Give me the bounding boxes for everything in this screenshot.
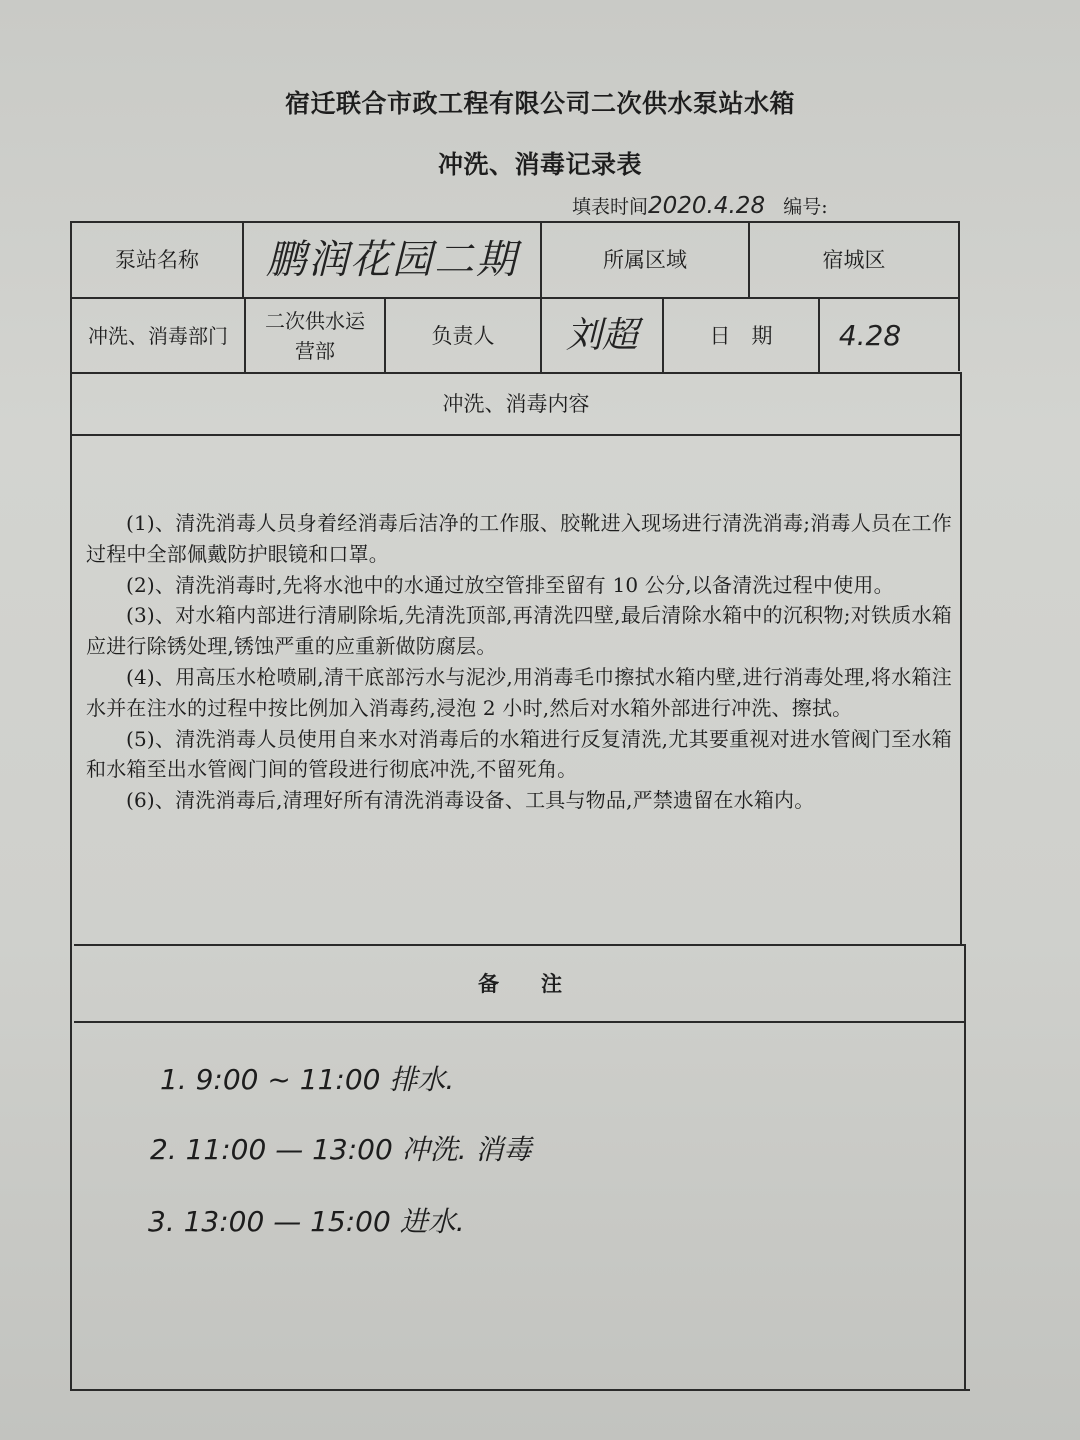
table-row-divider <box>74 1021 966 1023</box>
remark-item: 1. 9:00 ~ 11:00 排水. <box>160 1063 455 1096</box>
person-value: 刘超 <box>565 314 638 356</box>
date-value: 4.28 <box>838 318 902 352</box>
table-border-right <box>960 372 962 946</box>
person-label: 负责人 <box>431 323 495 348</box>
content-item: (4)、用高压水枪喷刷,清干底部污水与泥沙,用消毒毛巾擦拭水箱内壁,进行消毒处理,将水箱注水并在注水的过程中按比例加入消毒药,浸泡 2 小时,然后对水箱外部进行冲洗、擦拭。 <box>86 664 952 720</box>
content-item: (5)、清洗消毒人员使用自来水对消毒后的水箱进行反复清洗,尤其要重视对进水管阀门至水箱和水箱至出水管阀门间的管段进行彻底冲洗,不留死角。 <box>86 726 952 782</box>
department-value-line2: 营部 <box>295 338 335 363</box>
table-border-right <box>964 944 966 1391</box>
content-item: (3)、对水箱内部进行清刷除垢,先清洗顶部,再清洗四壁,最后清除水箱中的沉积物;对铁质水箱应进行除锈处理,锈蚀严重的应重新做防腐层。 <box>86 603 952 659</box>
content-item: (6)、清洗消毒后,清理好所有清洗消毒设备、工具与物品,严禁遗留在水箱内。 <box>126 788 815 813</box>
department-label: 冲洗、消毒部门 <box>88 323 228 348</box>
department-value <box>246 299 384 372</box>
document-title: 宿迁联合市政工程有限公司二次供水泵站水箱 <box>284 89 795 118</box>
station-name-value: 鹏润花园二期 <box>266 237 518 283</box>
fill-time-value: 2020.4.28 <box>648 193 766 219</box>
remark-item: 2. 11:00 — 13:00 冲洗. 消毒 <box>150 1133 532 1166</box>
date-label: 日 期 <box>709 323 773 348</box>
table-border-bottom <box>72 1389 970 1391</box>
number-label: 编号: <box>783 196 828 218</box>
remark-item: 3. 13:00 — 15:00 进水. <box>148 1205 465 1238</box>
station-name-label: 泵站名称 <box>115 248 199 272</box>
document-subtitle: 冲洗、消毒记录表 <box>437 150 642 179</box>
content-item: (2)、清洗消毒时,先将水池中的水通过放空管排至留有 10 公分,以备清洗过程中使用。 <box>126 572 894 597</box>
content-body <box>86 508 952 816</box>
region-value: 宿城区 <box>822 248 886 272</box>
department-value-line1: 二次供水运 <box>265 308 365 333</box>
table-border-right <box>958 221 960 371</box>
fill-time-line <box>572 192 828 219</box>
remarks-header: 备 注 <box>478 970 562 996</box>
region-label: 所属区域 <box>603 248 687 272</box>
table-row-divider <box>72 434 962 436</box>
content-header: 冲洗、消毒内容 <box>442 392 590 416</box>
content-item: (1)、清洗消毒人员身着经消毒后洁净的工作服、胶靴进入现场进行清洗消毒;消毒人员在工作过程中全部佩戴防护眼镜和口罩。 <box>86 511 952 566</box>
fill-time-label: 填表时间 <box>572 196 649 218</box>
